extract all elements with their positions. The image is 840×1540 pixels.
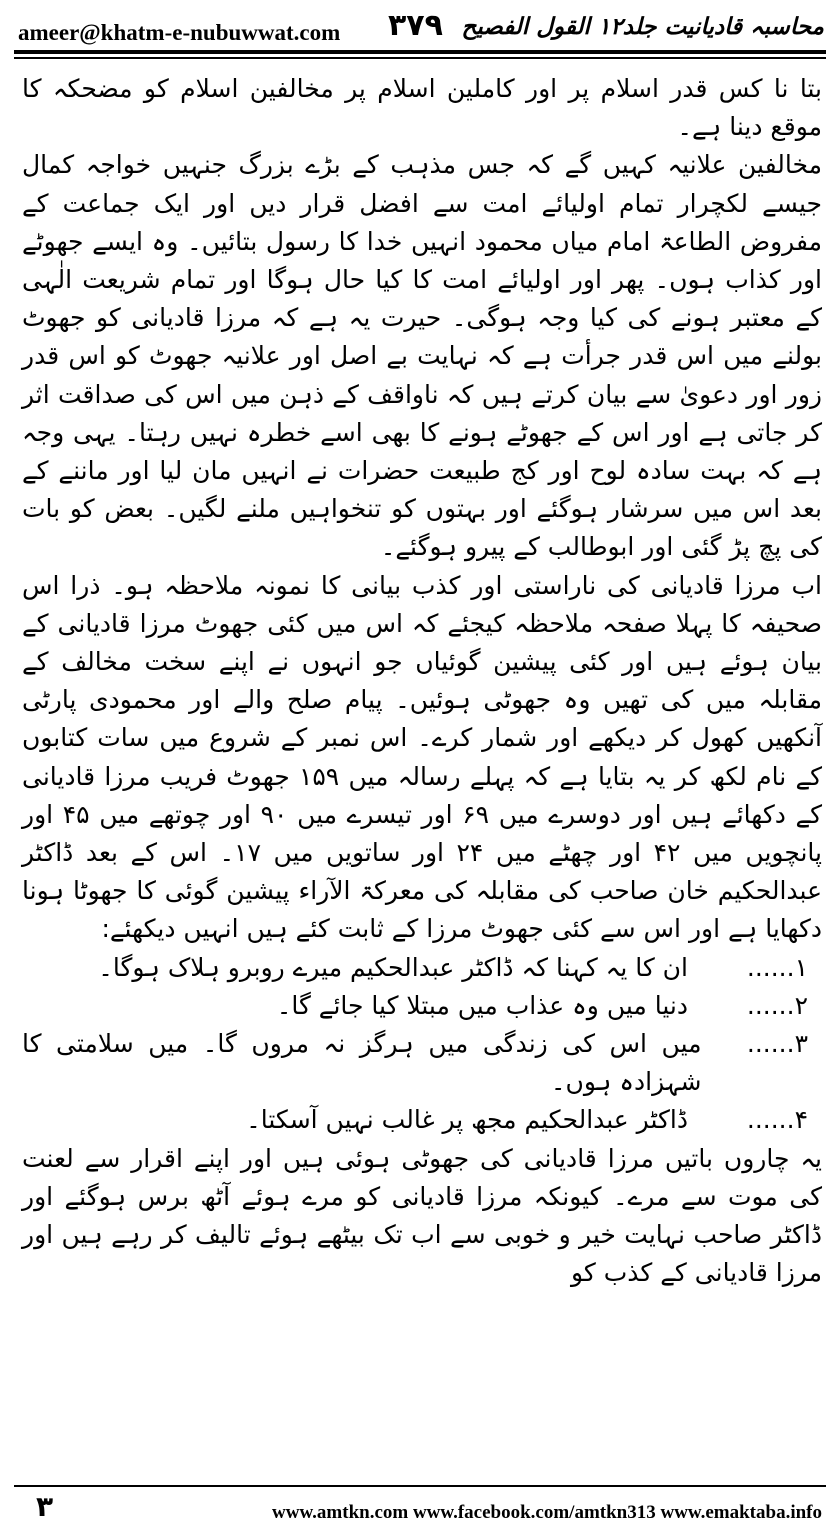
list-item-text: ڈاکٹر عبدالحکیم مجھ پر غالب نہیں آسکتا۔ (246, 1105, 688, 1135)
list-item-text: میں اس کی زندگی میں ہرگز نہ مروں گا۔ میں سلامتی کا شہزادہ ہوں۔ (22, 1029, 702, 1097)
header-rule-thin (14, 57, 826, 59)
header-email: ameer@khatm-e-nubuwwat.com (18, 20, 341, 45)
paragraph-3: اب مرزا قادیانی کی ناراستی اور کذب بیانی کا نمونہ ملاحظہ ہو۔ ذرا اس صحیفہ کا پہلا صفحہ ملاحظہ کیجئے کہ اس میں کئی جھوٹ مرزا قادیانی کے بیان ہوئے ہیں اور کئی پیشین گوئیاں جو انہوں نے اپنے سخت مخالف کے مقابلہ میں کی تھیں وہ جھوٹی ہوئیں۔ پیام صلح والے اور محمودی پارٹی آنکھیں کھول کر دیکھے اور شمار کرے۔ اس نمبر کے شروع میں سات کتابوں کے نام لکھ کر یہ بتایا ہے کہ پہلے رسالہ میں ۱۵۹ جھوٹ فریب مرزا قادیانی کے دکھائے ہیں اور دوسرے میں ۶۹ اور تیسرے میں ۹۰ اور چوتھے میں ۴۵ اور پانچویں میں ۴۲ اور چھٹے میں ۲۴ اور ساتویں میں ۱۷۔ اس کے بعد ڈاکٹر عبدالحکیم خان صاحب کی مقابلہ کی معرکۃ الآراء پیشین گوئی کا جھوٹا ہونا دکھایا ہے اور اس سے کئی جھوٹ مرزا کے ثابت کئے ہیں انہیں دیکھئے: (22, 570, 823, 944)
header-page-number: ۳۷۹ (388, 8, 443, 43)
paragraph-1: بتا نا کس قدر اسلام پر اور کاملین اسلام پر مخالفین اسلام کو مضحکہ کا موقع دینا ہے۔ (22, 74, 822, 142)
page-footer (0, 1490, 840, 1540)
page-header (0, 0, 840, 52)
paragraph-2: مخالفین علانیہ کہیں گے کہ جس مذہب کے بڑے بزرگ جنہیں خواجہ کمال جیسے لکچرار تمام اولیائے امت سے افضل قرار دیں اور ایک جماعت کے مفروض الطاعۃ امام میاں محمود انہیں خدا کا رسول بتائیں۔ وہ ایسے جھوٹے اور کذاب ہوں۔ پھر اور اولیائے امت کا کیا حال ہوگا اور تمام شریعت الٰہی کے معتبر ہونے کی کیا وجہ ہوگی۔ حیرت یہ ہے کہ مرزا قادیانی کو جھوٹ بولنے میں اس قدر جرأت ہے کہ نہایت بے اصل اور علانیہ جھوٹ کو اس قدر زور اور دعویٰ سے بیان کرتے ہیں کہ ناواقف کے ذہن میں اس کی صداقت اثر کر جاتی ہے اور اس کے جھوٹے ہونے کا بھی اسے خطرہ نہیں رہتا۔ یہی وجہ ہے کہ بہت سادہ لوح اور کج طبیعت حضرات نے انہیں مان لیا اور ماننے کے بعد اس میں سرشار ہوگئے اور بہتوں کو تنخواہیں ملنے لگیں۔ بعض کو بات کی پچ پڑ گئی اور ابوطالب کے پیرو ہوگئے۔ (22, 150, 822, 562)
list-item (22, 987, 822, 1025)
claims-list (22, 949, 822, 1140)
list-item (22, 949, 822, 987)
list-item (22, 1101, 822, 1139)
list-item-number: ۱...... (746, 952, 808, 982)
list-item-number: ۲...... (746, 990, 808, 1020)
header-rule-thick (14, 50, 826, 54)
footer-page-number: ۳ (36, 1490, 54, 1523)
list-item-number: ۳...... (746, 1029, 808, 1059)
page-body (22, 70, 822, 1293)
list-item-text: ان کا یہ کہنا کہ ڈاکٹر عبدالحکیم میرے روبرو ہلاک ہوگا۔ (98, 952, 688, 982)
list-item (22, 1025, 822, 1101)
footer-rule (14, 1485, 826, 1487)
header-title: محاسبہ قادیانیت جلد۱۲ القول الفصیح (461, 14, 824, 40)
list-item-number: ۴...... (746, 1105, 808, 1135)
list-item-text: دنیا میں وہ عذاب میں مبتلا کیا جائے گا۔ (276, 990, 688, 1020)
footer-websites: www.amtkn.com www.facebook.com/amtkn313 www.emaktaba.info (272, 1502, 822, 1523)
paragraph-4: یہ چاروں باتیں مرزا قادیانی کی جھوٹی ہوئی ہیں اور اپنے اقرار سے لعنت کی موت سے مرے۔ کیونکہ مرزا قادیانی کو مرے ہوئے آٹھ برس ہوگئے اور ڈاکٹر صاحب نہایت خیر و خوبی سے اب تک بیٹھے ہوئے تالیف کر رہے ہیں اور مرزا قادیانی کے کذب کو (22, 1143, 822, 1288)
